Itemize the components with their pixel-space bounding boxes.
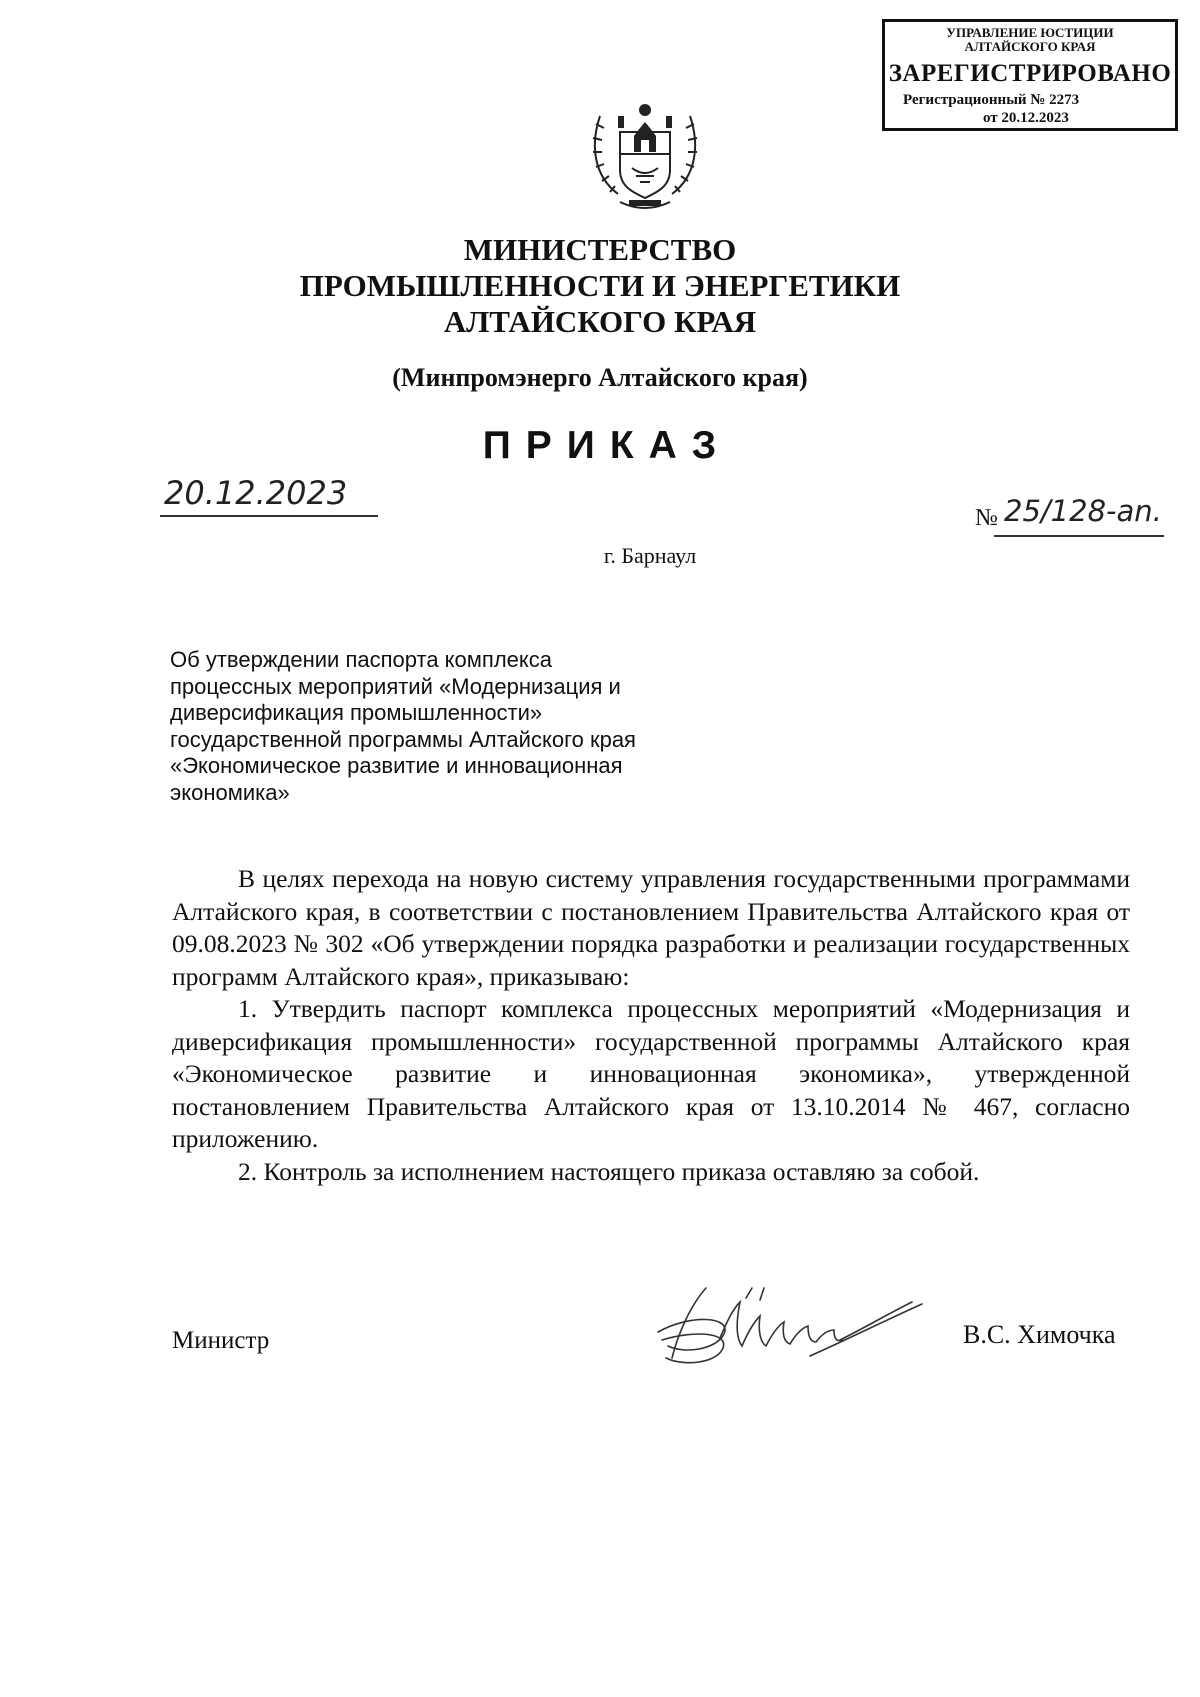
ministry-name-line2: ПРОМЫШЛЕННОСТИ И ЭНЕРГЕТИКИ	[299, 268, 901, 303]
stamp-registration-number: Регистрационный № 2273	[903, 92, 1080, 108]
stamp-registration-date: от 20.12.2023	[983, 110, 1069, 126]
body-paragraph-item-2: 2. Контроль за исполнением настоящего приказа оставляю за собой.	[238, 1156, 980, 1186]
stamp-status: ЗАРЕГИСТРИРОВАНО	[888, 60, 1172, 87]
coat-of-arms-icon	[574, 92, 716, 218]
date-underline	[160, 515, 378, 517]
stamp-authority-line1: УПРАВЛЕНИЕ ЮСТИЦИИ	[946, 25, 1114, 40]
order-body	[172, 863, 1130, 1188]
ministry-name-line1: МИНИСТЕРСТВО	[463, 232, 737, 267]
city-name: г. Барнаул	[603, 543, 697, 568]
ministry-short-name: (Минпромэнерго Алтайского края)	[392, 363, 808, 392]
body-paragraph-preamble: В целях перехода на новую систему управления государственными программами Алтайского края, в соответствии с постановлением Правительства Алтайского края от 09.08.2023 № 302 «Об утверждении порядка разработки и реализации государственных программ Алтайского края», приказываю:	[172, 864, 1130, 991]
ministry-name	[0, 232, 1200, 340]
document-title: ПРИКАЗ	[482, 424, 732, 467]
body-paragraph-item-1: 1. Утвердить паспорт комплекса процессных мероприятий «Модернизация и диверсификация промышленности» государственной программы Алтайского края «Экономическое развитие и инновационная экономика», утвержденной постановлением Правительства Алтайского края от 13.10.2014 № 467, согласно приложению.	[172, 994, 1130, 1153]
order-subject: Об утверждении паспорта комплекса процессных мероприятий «Модернизация и диверсификация промышленности» государственной программы Алтайского края «Экономическое развитие и инновационная экономика»	[170, 647, 636, 805]
stamp-authority	[885, 26, 1175, 54]
order-date: 20.12.2023	[164, 474, 348, 512]
ministry-name-line3: АЛТАЙСКОГО КРАЯ	[443, 304, 757, 339]
handwritten-signature-icon	[650, 1280, 930, 1372]
registration-stamp	[882, 19, 1178, 131]
number-underline	[994, 535, 1164, 537]
signer-name: В.С. Химочка	[963, 1320, 1116, 1349]
order-number-prefix: №	[975, 505, 998, 531]
stamp-authority-line2: АЛТАЙСКОГО КРАЯ	[964, 39, 1096, 54]
signer-position: Министр	[172, 1327, 270, 1354]
order-number: 25/128-an.	[1004, 494, 1162, 528]
